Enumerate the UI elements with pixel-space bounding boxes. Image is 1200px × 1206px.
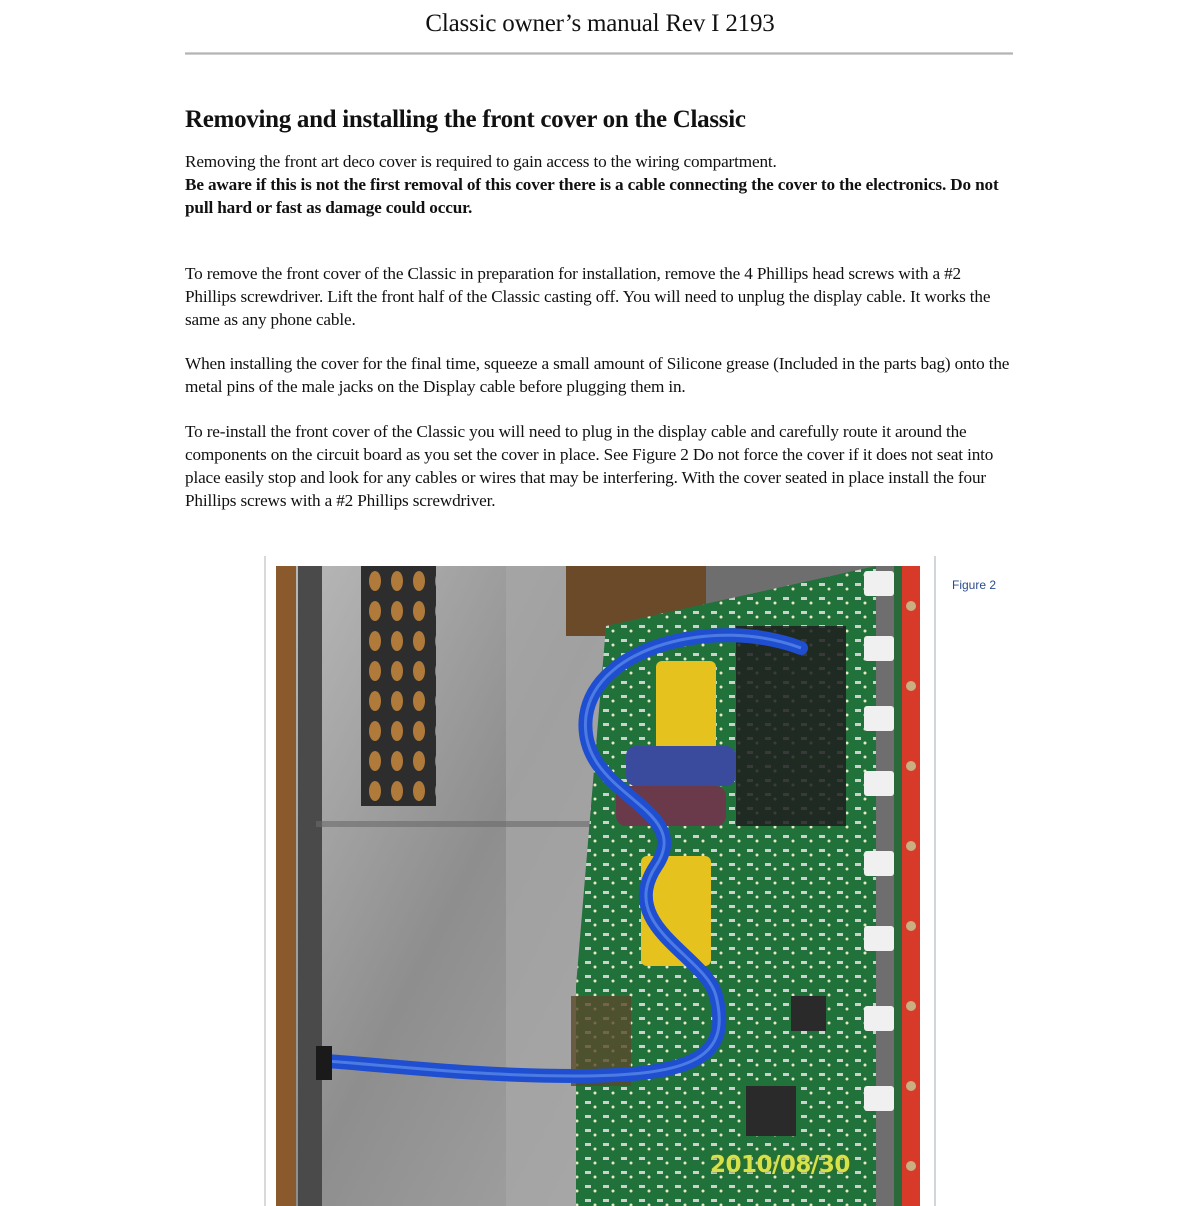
intro-text: Removing the front art deco cover is required to gain access to the wiring compartment. <box>185 152 777 171</box>
figure-2-photo <box>276 566 920 1206</box>
remove-paragraph: To remove the front cover of the Classic in preparation for installation, remove the 4 Phillips head screws with a #2 Phillips screwdriver. Lift the front half of the Classic casting off. You will need to unplug the display cable. It works the same as any phone cable. <box>185 264 991 329</box>
section-title: Removing and installing the front cover on the Classic <box>185 106 746 133</box>
reinstall-paragraph: To re-install the front cover of the Classic you will need to plug in the display cable and carefully route it around the components on the circuit board as you set the cover in place. See Figure 2 Do not force the cover if it does not seat into place easily stop and look for any cables or wires that may be interfering. With the cover seated in place install the four Phillips screws with a #2 Phillips screwdriver. <box>185 422 994 510</box>
header-divider <box>185 52 1013 55</box>
grease-paragraph: When installing the cover for the final time, squeeze a small amount of Silicone grease (Included in the parts bag) onto the metal pins of the male jacks on the Display cable before plugging them in. <box>185 354 1010 396</box>
figure-caption: Figure 2 <box>952 578 997 592</box>
warning-text: Be aware if this is not the first removal of this cover there is a cable connecting the cover to the electronics. Do not pull hard or fast as damage could occur. <box>185 175 999 217</box>
header-title: Classic owner’s manual Rev I 2193 <box>425 10 775 37</box>
intro-paragraph <box>185 150 1015 219</box>
photo-timestamp: 2010/08/30 <box>710 1152 850 1178</box>
